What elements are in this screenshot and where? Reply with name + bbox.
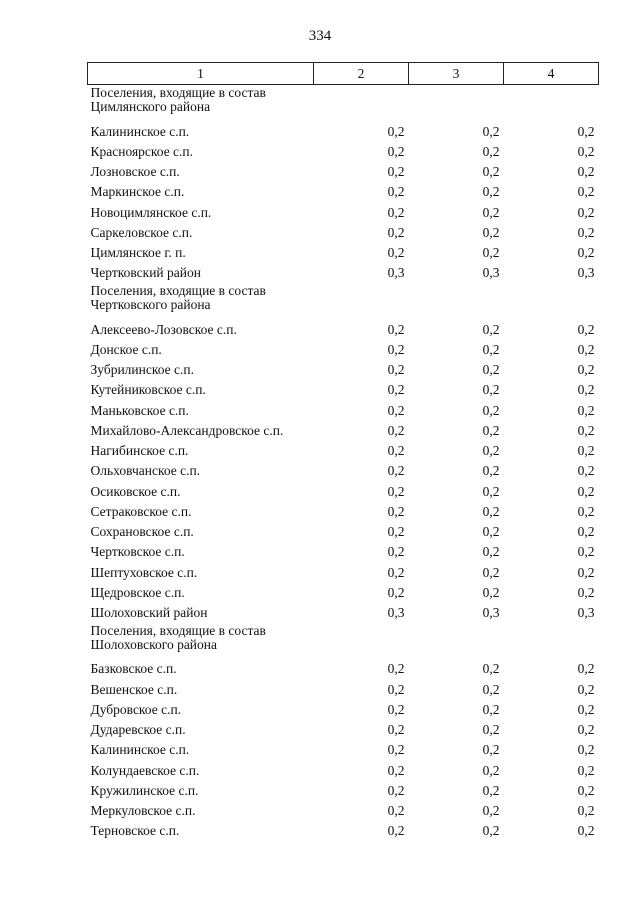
- value-col-3: 0,2: [482, 661, 500, 677]
- value-col-3: 0,2: [482, 164, 500, 180]
- settlement-name: Маньковское с.п.: [90, 402, 189, 418]
- table-row: [88, 501, 599, 521]
- value-col-2: 0,2: [387, 762, 405, 778]
- table-row: [88, 679, 599, 699]
- value-col-2: 0,2: [387, 782, 405, 798]
- value-col-2: 0,2: [387, 362, 405, 378]
- settlement-name: Калининское с.п.: [90, 123, 190, 139]
- value-col-3: 0,2: [482, 584, 500, 600]
- empty-cell: [314, 85, 409, 122]
- table-row: [88, 603, 599, 623]
- value-col-2: 0,2: [387, 123, 405, 139]
- settlement-name: Зубрилинское с.п.: [90, 362, 194, 378]
- value-col-3: 0,2: [482, 681, 500, 697]
- section-heading-row: [88, 623, 599, 659]
- table-row: [88, 481, 599, 501]
- value-col-4: 0,2: [577, 321, 595, 337]
- section-heading: Поселения, входящие в состав Шолоховского района: [90, 622, 266, 652]
- value-col-3: 0,2: [482, 762, 500, 778]
- table-row: [88, 582, 599, 602]
- settlement-name: Маркинское с.п.: [90, 184, 185, 200]
- value-col-2: 0,3: [387, 265, 405, 281]
- settlement-name: Осиковское с.п.: [90, 483, 181, 499]
- settlement-name: Сетраковское с.п.: [90, 503, 192, 519]
- value-col-2: 0,2: [387, 803, 405, 819]
- empty-cell: [504, 283, 599, 319]
- section-heading: Поселения, входящие в состав Цимлянского района: [90, 85, 266, 114]
- value-col-2: 0,2: [387, 184, 405, 200]
- value-col-4: 0,2: [577, 544, 595, 560]
- settlement-name: Алексеево-Лозовское с.п.: [90, 321, 237, 337]
- table-row: [88, 659, 599, 679]
- empty-cell: [409, 283, 504, 319]
- settlement-name: Базковское с.п.: [90, 661, 177, 677]
- table-row: [88, 760, 599, 780]
- empty-cell: [409, 85, 504, 122]
- value-col-3: 0,2: [482, 184, 500, 200]
- value-col-2: 0,2: [387, 402, 405, 418]
- settlement-name: Щедровское с.п.: [90, 584, 185, 600]
- value-col-3: 0,2: [482, 402, 500, 418]
- table-row: [88, 202, 599, 222]
- value-col-4: 0,2: [577, 823, 595, 839]
- table-row: [88, 699, 599, 719]
- value-col-4: 0,2: [577, 443, 595, 459]
- value-col-3: 0,2: [482, 503, 500, 519]
- value-col-2: 0,2: [387, 661, 405, 677]
- value-col-3: 0,2: [482, 722, 500, 738]
- settlement-name: Кутейниковское с.п.: [90, 382, 206, 398]
- value-col-2: 0,2: [387, 823, 405, 839]
- value-col-2: 0,2: [387, 245, 405, 261]
- value-col-3: 0,3: [482, 605, 500, 621]
- settlement-name: Ольховчанское с.п.: [90, 463, 201, 479]
- header-row: [88, 63, 599, 85]
- value-col-2: 0,2: [387, 701, 405, 717]
- value-col-2: 0,2: [387, 341, 405, 357]
- value-col-3: 0,2: [482, 524, 500, 540]
- value-col-2: 0,3: [387, 605, 405, 621]
- table-row: [88, 400, 599, 420]
- value-col-4: 0,2: [577, 782, 595, 798]
- value-col-2: 0,2: [387, 564, 405, 580]
- settlement-name: Сохрановское с.п.: [90, 524, 194, 540]
- settlement-name: Красноярское с.п.: [90, 143, 194, 159]
- value-col-3: 0,2: [482, 382, 500, 398]
- value-col-4: 0,2: [577, 722, 595, 738]
- value-col-3: 0,2: [482, 123, 500, 139]
- empty-cell: [314, 623, 409, 659]
- header-col-4: 4: [504, 63, 599, 85]
- table-row: [88, 720, 599, 740]
- value-col-4: 0,2: [577, 123, 595, 139]
- table-row: [88, 380, 599, 400]
- table-row: [88, 263, 599, 283]
- table-row: [88, 121, 599, 141]
- section-heading-row: [88, 283, 599, 319]
- value-col-4: 0,2: [577, 341, 595, 357]
- value-col-3: 0,2: [482, 483, 500, 499]
- value-col-3: 0,2: [482, 803, 500, 819]
- section-heading-row: [88, 85, 599, 122]
- settlement-name: Терновское с.п.: [90, 823, 180, 839]
- table-row: [88, 522, 599, 542]
- settlement-name: Шептуховское с.п.: [90, 564, 198, 580]
- settlement-name: Нагибинское с.п.: [90, 443, 189, 459]
- value-col-2: 0,2: [387, 463, 405, 479]
- value-col-3: 0,2: [482, 463, 500, 479]
- value-col-3: 0,2: [482, 782, 500, 798]
- page-number: 334: [308, 28, 332, 44]
- table-row: [88, 182, 599, 202]
- header-col-2: 2: [314, 63, 409, 85]
- settlement-name: Дударевское с.п.: [90, 722, 186, 738]
- value-col-2: 0,2: [387, 742, 405, 758]
- table-row: [88, 339, 599, 359]
- value-col-3: 0,2: [482, 143, 500, 159]
- settlement-name: Колундаевское с.п.: [90, 762, 200, 778]
- settlement-name: Лозновское с.п.: [90, 164, 180, 180]
- settlement-name: Донское с.п.: [90, 341, 162, 357]
- table-row: [88, 542, 599, 562]
- value-col-4: 0,2: [577, 483, 595, 499]
- value-col-2: 0,2: [387, 143, 405, 159]
- table-row: [88, 821, 599, 841]
- value-col-3: 0,2: [482, 443, 500, 459]
- value-col-2: 0,2: [387, 681, 405, 697]
- table-row: [88, 360, 599, 380]
- table-row: [88, 243, 599, 263]
- empty-cell: [504, 623, 599, 659]
- value-col-3: 0,2: [482, 224, 500, 240]
- header-col-3: 3: [409, 63, 504, 85]
- value-col-4: 0,2: [577, 463, 595, 479]
- value-col-3: 0,2: [482, 742, 500, 758]
- settlement-name: Цимлянское г. п.: [90, 245, 186, 261]
- value-col-4: 0,2: [577, 164, 595, 180]
- value-col-2: 0,2: [387, 204, 405, 220]
- value-col-4: 0,2: [577, 524, 595, 540]
- table-row: [88, 222, 599, 242]
- table-header: [88, 63, 599, 85]
- value-col-4: 0,2: [577, 402, 595, 418]
- value-col-2: 0,2: [387, 722, 405, 738]
- value-col-3: 0,2: [482, 321, 500, 337]
- value-col-4: 0,2: [577, 564, 595, 580]
- section-heading: Поселения, входящие в состав Чертковского района: [90, 283, 266, 312]
- value-col-3: 0,2: [482, 245, 500, 261]
- table-row: [88, 461, 599, 481]
- table-row: [88, 420, 599, 440]
- settlement-name: Меркуловское с.п.: [90, 803, 196, 819]
- value-col-3: 0,2: [482, 422, 500, 438]
- value-col-2: 0,2: [387, 483, 405, 499]
- table-row: [88, 141, 599, 161]
- value-col-4: 0,2: [577, 803, 595, 819]
- value-col-4: 0,2: [577, 362, 595, 378]
- value-col-2: 0,2: [387, 584, 405, 600]
- settlement-name: Шолоховский район: [90, 605, 208, 621]
- value-col-4: 0,2: [577, 701, 595, 717]
- table-row: [88, 740, 599, 760]
- value-col-3: 0,2: [482, 204, 500, 220]
- value-col-4: 0,3: [577, 605, 595, 621]
- value-col-4: 0,3: [577, 265, 595, 281]
- table-row: [88, 780, 599, 800]
- value-col-2: 0,2: [387, 422, 405, 438]
- value-col-4: 0,2: [577, 245, 595, 261]
- empty-cell: [314, 283, 409, 319]
- table-row: [88, 801, 599, 821]
- value-col-4: 0,2: [577, 143, 595, 159]
- settlement-name: Вешенское с.п.: [90, 681, 178, 697]
- value-col-3: 0,2: [482, 701, 500, 717]
- table-row: [88, 319, 599, 339]
- table-body: [88, 85, 599, 842]
- settlement-name: Дубровское с.п.: [90, 701, 182, 717]
- settlement-name: Новоцимлянское с.п.: [90, 204, 212, 220]
- settlements-table: [87, 62, 599, 841]
- value-col-2: 0,2: [387, 524, 405, 540]
- value-col-3: 0,2: [482, 564, 500, 580]
- value-col-4: 0,2: [577, 762, 595, 778]
- value-col-2: 0,2: [387, 164, 405, 180]
- value-col-3: 0,3: [482, 265, 500, 281]
- value-col-3: 0,2: [482, 544, 500, 560]
- empty-cell: [504, 85, 599, 122]
- settlement-name: Чертковское с.п.: [90, 544, 185, 560]
- empty-cell: [409, 623, 504, 659]
- value-col-2: 0,2: [387, 503, 405, 519]
- header-col-1: 1: [88, 63, 314, 85]
- table-row: [88, 162, 599, 182]
- table-row: [88, 441, 599, 461]
- value-col-2: 0,2: [387, 443, 405, 459]
- value-col-2: 0,2: [387, 321, 405, 337]
- settlement-name: Чертковский район: [90, 265, 201, 281]
- value-col-2: 0,2: [387, 224, 405, 240]
- value-col-4: 0,2: [577, 382, 595, 398]
- value-col-4: 0,2: [577, 503, 595, 519]
- settlement-name: Михайлово-Александровское с.п.: [90, 422, 284, 438]
- value-col-4: 0,2: [577, 661, 595, 677]
- value-col-2: 0,2: [387, 544, 405, 560]
- value-col-3: 0,2: [482, 341, 500, 357]
- value-col-3: 0,2: [482, 362, 500, 378]
- value-col-4: 0,2: [577, 204, 595, 220]
- value-col-4: 0,2: [577, 742, 595, 758]
- value-col-2: 0,2: [387, 382, 405, 398]
- value-col-4: 0,2: [577, 184, 595, 200]
- settlement-name: Калининское с.п.: [90, 742, 190, 758]
- value-col-4: 0,2: [577, 584, 595, 600]
- table-row: [88, 562, 599, 582]
- value-col-3: 0,2: [482, 823, 500, 839]
- settlement-name: Саркеловское с.п.: [90, 224, 193, 240]
- value-col-4: 0,2: [577, 224, 595, 240]
- value-col-4: 0,2: [577, 422, 595, 438]
- settlement-name: Кружилинское с.п.: [90, 782, 199, 798]
- value-col-4: 0,2: [577, 681, 595, 697]
